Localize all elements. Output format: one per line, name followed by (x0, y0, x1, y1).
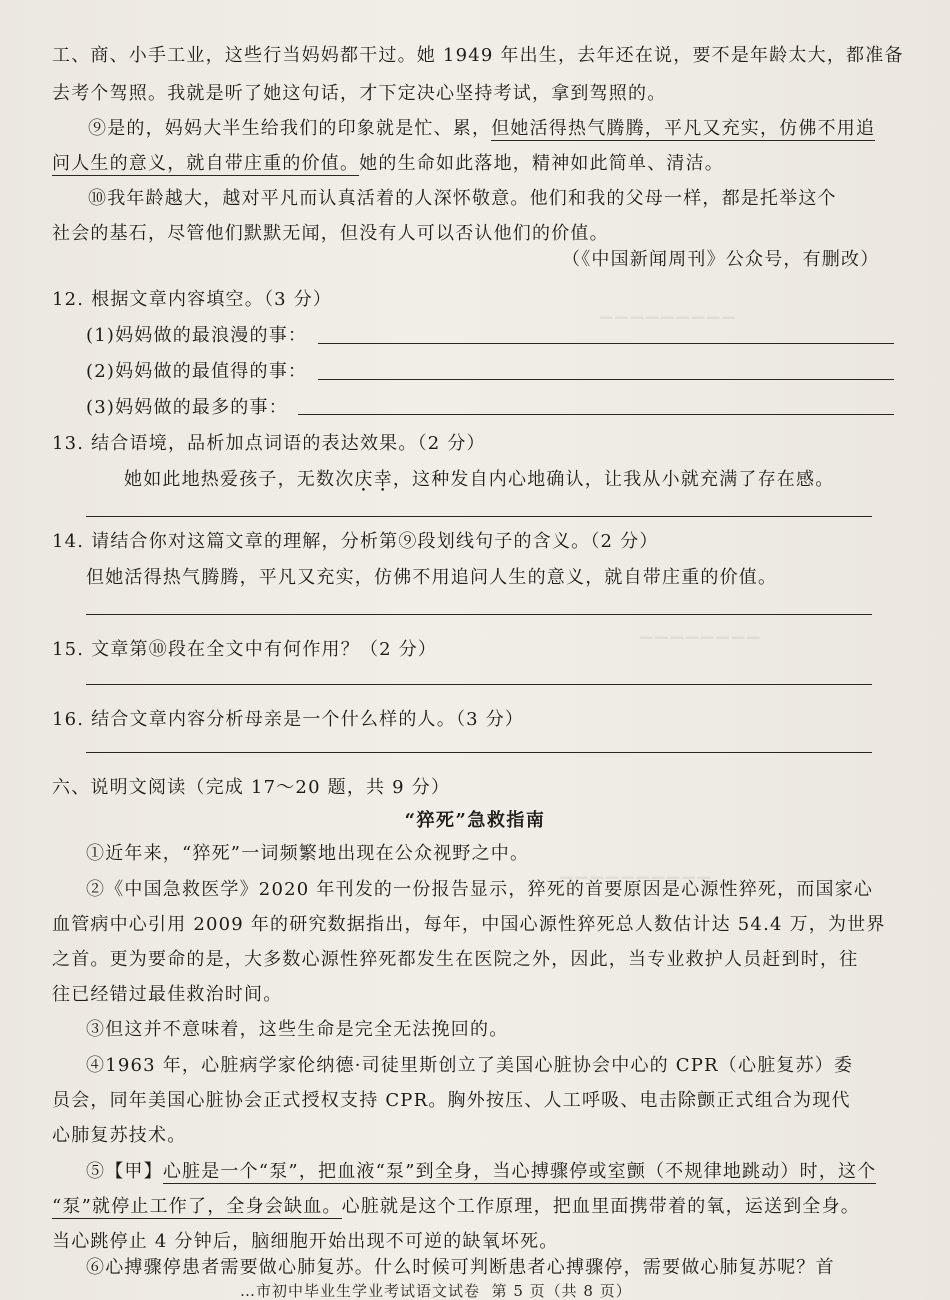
section-6-heading: 六、说明文阅读（完成 17～20 题，共 9 分） (52, 777, 451, 798)
section-6-p2-line3: 之首。更为要命的是，大多数心源性猝死都发生在医院之外，因此，当专业救护人员赶到时，往 (52, 949, 859, 970)
answer-blank-13[interactable] (86, 516, 872, 517)
section-6-p4-line3: 心肺复苏技术。 (52, 1125, 187, 1146)
section-6-p3: ③但这并不意味着，这些生命是完全无法挽回的。 (86, 1019, 509, 1040)
paragraph-9-line2 (52, 152, 724, 176)
p5-plain: 心脏就是这个工作原理，把血里面携带着的氧，运送到全身。 (341, 1196, 861, 1217)
question-16-stem: 16. 结合文章内容分析母亲是一个什么样的人。（3 分） (52, 709, 525, 730)
paragraph-10-line1: ⑩我年龄越大，越对平凡而认真活着的人深怀敬意。他们和我的父母一样，都是托举这个 (88, 188, 837, 209)
footer-exam-name: …市初中毕业生学业考试语文试卷 (240, 1282, 481, 1300)
quote-text: 她如此地热爱孩子，无数次 (124, 469, 355, 490)
answer-blank-16[interactable] (86, 752, 872, 753)
question-14-stem: 14. 请结合你对这篇文章的理解，分析第⑨段划线句子的含义。（2 分） (52, 531, 659, 552)
question-12-item3: (3)妈妈做的最多的事： (86, 397, 288, 418)
answer-blank-15[interactable] (86, 684, 872, 685)
section-6-p5-line1 (86, 1160, 876, 1184)
answer-blank-12-1[interactable] (318, 343, 894, 344)
question-13-stem: 13. 结合语境，品析加点词语的表达效果。（2 分） (52, 433, 486, 454)
bleed-through-mark: ▁▁▁▁▁▁▁▁▁▁ (560, 860, 714, 879)
section-6-p4-line1: ④1963 年，心脏病学家伦纳德·司徒里斯创立了美国心脏协会中心的 CPR（心脏复苏）委 (86, 1055, 854, 1076)
bleed-through-mark: ▁▁▁▁▁▁▁▁▁ (600, 300, 738, 319)
question-12-item1: (1)妈妈做的最浪漫的事： (86, 325, 308, 346)
page-footer (240, 1280, 632, 1300)
p9-plain-start: ⑨是的，妈妈大半生给我们的印象就是忙、累， (88, 118, 492, 139)
p5-underlined-sentence: 心脏是一个“泵”，把血液“泵”到全身，当心搏骤停或室颤（不规律地跳动）时，这个 (162, 1161, 877, 1182)
section-6-p6-line1: ⑥心搏骤停患者需要做心肺复苏。什么时候可判断患者心搏骤停，需要做心肺复苏呢？首 (86, 1257, 835, 1278)
p9-underlined-sentence: 但她活得热气腾腾，平凡又充实，仿佛不用追 (491, 118, 876, 139)
answer-blank-12-2[interactable] (318, 379, 894, 380)
section-6-p5-line2 (52, 1195, 860, 1219)
section-6-p1: ①近年来，“猝死”一词频繁地出现在公众视野之中。 (86, 843, 530, 864)
p9-plain-end: 她的生命如此落地，精神如此简单、清洁。 (359, 153, 725, 174)
quote-text: ，这种发自内心地确认，让我从小就充满了存在感。 (392, 469, 835, 490)
section-6-p4-line2: 员会，同年美国心脏协会正式授权支持 CPR。胸外按压、人工呼吸、电击除颤正式组合为现代 (52, 1090, 851, 1111)
question-15-stem: 15. 文章第⑩段在全文中有何作用？（2 分） (52, 639, 438, 660)
p9-underlined-sentence-cont: 问人生的意义，就自带庄重的价值。 (52, 153, 360, 174)
section-6-p2-line4: 往已经错过最佳救治时间。 (52, 984, 283, 1005)
paragraph-10-line2: 社会的基石，尽管他们默默无闻，但没有人可以否认他们的价值。 (52, 223, 609, 244)
passage-line: 工、商、小手工业，这些行当妈妈都干过。她 1949 年出生，去年还在说，要不是年龄太大，都准备 (52, 45, 904, 66)
footer-page-number: 第 5 页（共 8 页） (491, 1282, 632, 1300)
section-6-p2-line1: ②《中国急救医学》2020 年刊发的一份报告显示，猝死的首要原因是心源性猝死，而国家心 (86, 879, 874, 900)
passage-source: （《中国新闻周刊》公众号，有删改） (562, 249, 880, 270)
bleed-through-mark: ▁▁▁▁▁▁▁▁ (640, 620, 763, 639)
paragraph-9-line1 (88, 117, 875, 141)
section-6-p2-line2: 血管病中心引用 2009 年的研究数据指出，每年，中国心源性猝死总人数估计达 54.4 万，为世界 (52, 914, 886, 935)
question-12-stem: 12. 根据文章内容填空。（3 分） (52, 289, 333, 310)
question-12-item2: (2)妈妈做的最值得的事： (86, 361, 308, 382)
question-14-quote: 但她活得热气腾腾，平凡又充实，仿佛不用追问人生的意义，就自带庄重的价值。 (86, 567, 778, 588)
answer-blank-12-3[interactable] (298, 414, 894, 415)
p5-underlined-sentence-cont: “泵”就停止工作了，全身会缺血。 (52, 1196, 342, 1217)
section-6-p5-line3: 当心跳停止 4 分钟后，脑细胞开始出现不可逆的缺氧坏死。 (52, 1231, 559, 1252)
section-6-title: “猝死”急救指南 (404, 810, 546, 831)
question-13-quote (124, 468, 834, 492)
dotted-char-2: 幸 (373, 469, 393, 490)
passage-line: 去考个驾照。我就是听了她这句话，才下定决心坚持考试，拿到驾照的。 (52, 83, 667, 104)
dotted-char-1: 庆 (354, 469, 374, 490)
p5-prefix: ⑤【甲】 (86, 1161, 163, 1182)
answer-blank-14[interactable] (86, 614, 872, 615)
